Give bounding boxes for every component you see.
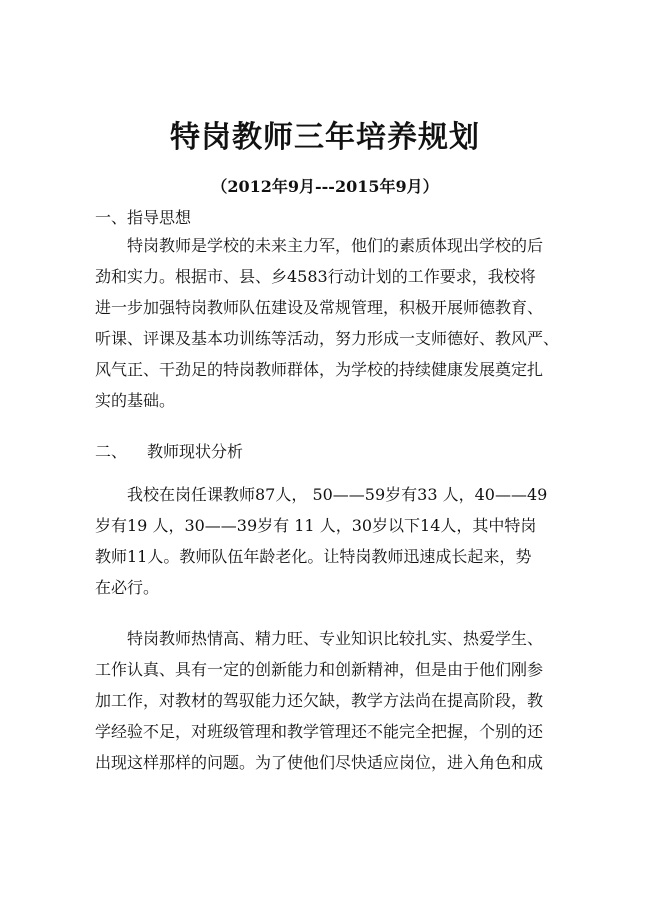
paragraph-line: 实的基础。 (95, 391, 176, 410)
section-number: 二、 (95, 442, 128, 461)
paragraph-teacher-count (95, 479, 560, 603)
paragraph-line: 学经验不足，对班级管理和教学管理还不能完全把握，个别的还 (95, 722, 544, 741)
paragraph-line: 劲和实力。根据市、县、乡4583行动计划的工作要求，我校将 (95, 267, 536, 286)
document-subtitle: （2012年9月---2015年9月） (211, 177, 439, 196)
document-title: 特岗教师三年培养规划 (170, 120, 480, 155)
section-number: 一、 (95, 208, 128, 227)
paragraph-line: 风气正、干劲足的特岗教师群体，为学校的持续健康发展奠定扎 (95, 360, 544, 379)
paragraph-line: 进一步加强特岗教师队伍建设及常规管理，积极开展师德教育、 (95, 298, 544, 317)
paragraph-teacher-traits (95, 623, 560, 778)
paragraph-guiding-ideology (95, 230, 560, 416)
section-title: 指导思想 (127, 208, 192, 227)
paragraph-line: 我校在岗任课教师87人， 50——59岁有33 人，40——49 (127, 485, 548, 504)
paragraph-line: 岁有19 人，30——39岁有 11 人，30岁以下14人，其中特岗 (95, 516, 537, 535)
paragraph-line: 工作认真、具有一定的创新能力和创新精神，但是由于他们刚参 (95, 660, 544, 679)
paragraph-line: 教师11人。教师队伍年龄老化。让特岗教师迅速成长起来，势 (95, 547, 532, 566)
paragraph-line: 加工作，对教材的驾驭能力还欠缺，教学方法尚在提高阶段，教 (95, 691, 544, 710)
section-heading-teacher-status (95, 440, 243, 464)
paragraph-line: 特岗教师热情高、精力旺、专业知识比较扎实、热爱学生、 (127, 629, 544, 648)
section-title: 教师现状分析 (147, 442, 244, 461)
paragraph-line: 在必行。 (95, 578, 160, 597)
section-heading-guiding-ideology (95, 206, 191, 230)
paragraph-line: 听课、评课及基本功训练等活动，努力形成一支师德好、教风严、 (95, 329, 560, 348)
paragraph-line: 出现这样那样的问题。为了使他们尽快适应岗位，进入角色和成 (95, 753, 544, 772)
paragraph-line: 特岗教师是学校的未来主力军，他们的素质体现出学校的后 (127, 236, 544, 255)
